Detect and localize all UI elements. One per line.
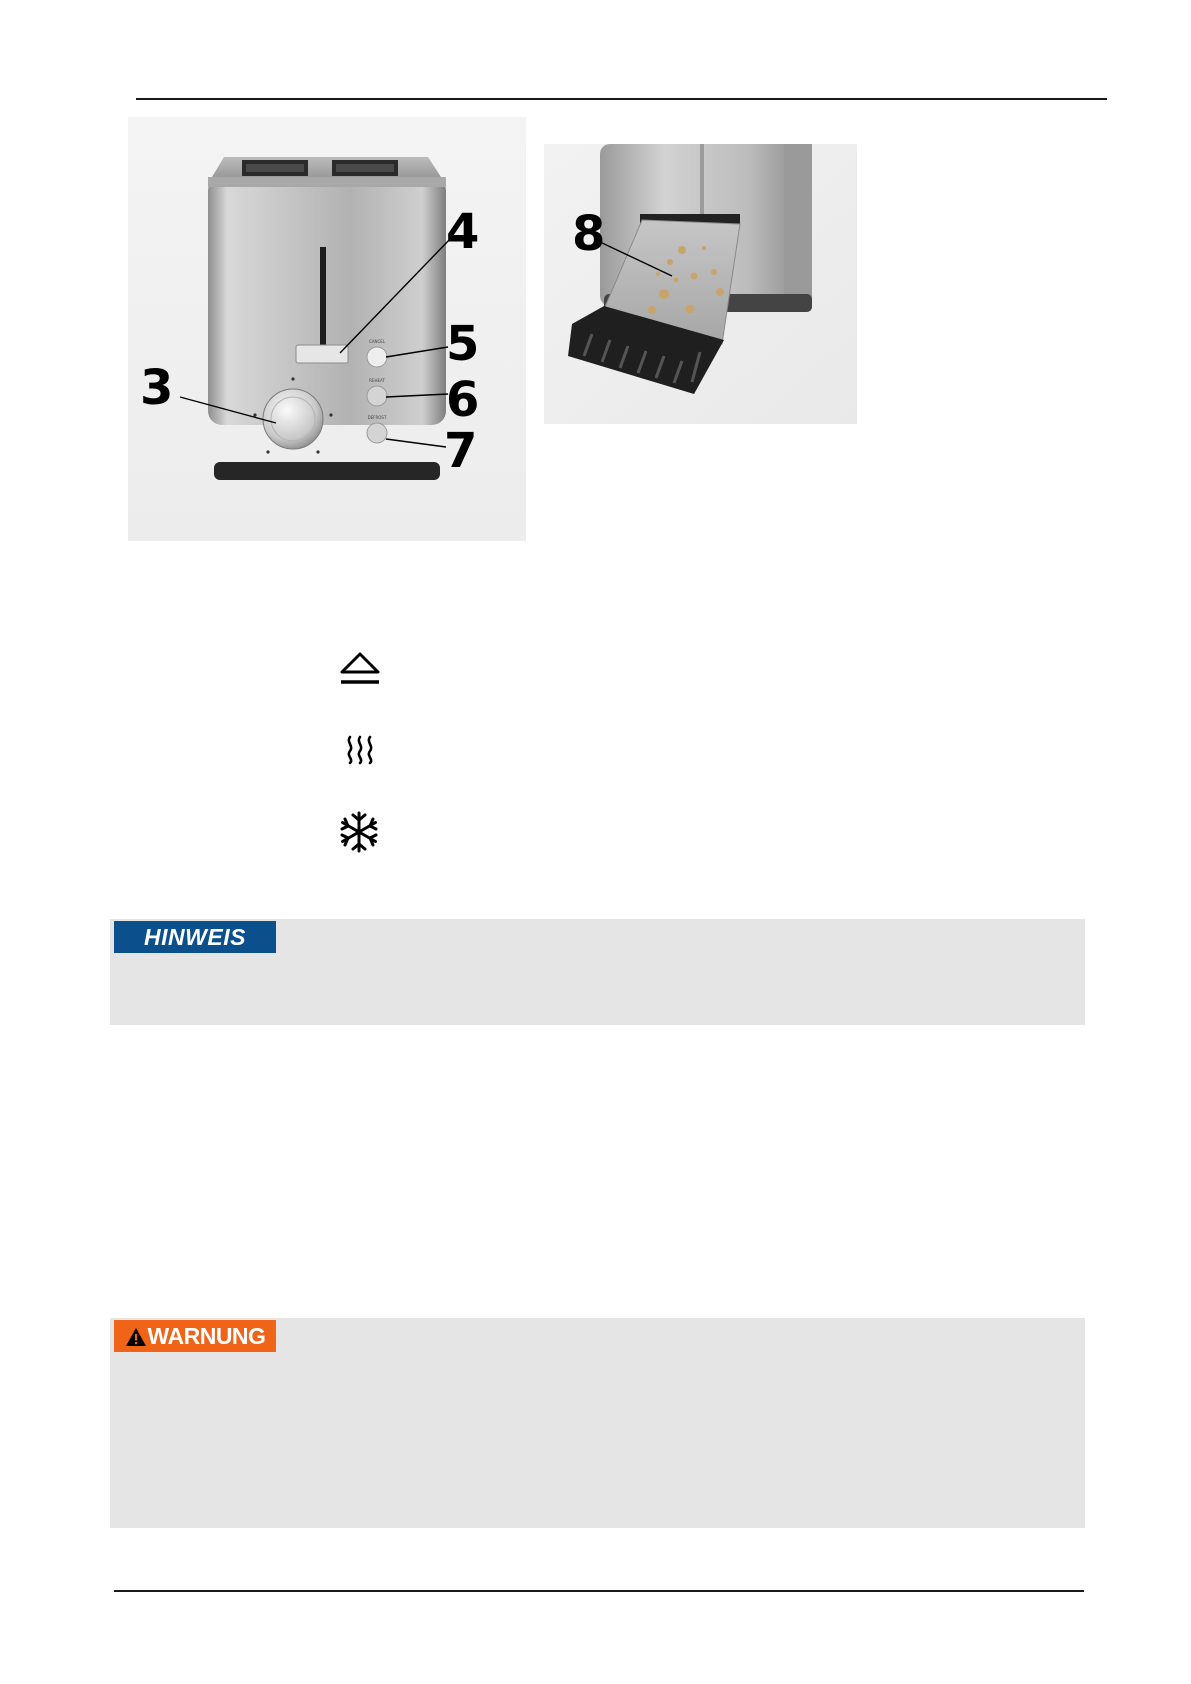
callout-4: 4 bbox=[446, 204, 480, 260]
callout-5: 5 bbox=[446, 316, 480, 372]
header-rule bbox=[136, 98, 1107, 100]
warnung-notice bbox=[110, 1318, 1085, 1528]
callout-7: 7 bbox=[444, 423, 478, 479]
warning-triangle-icon bbox=[125, 1327, 147, 1347]
hinweis-notice bbox=[110, 919, 1085, 1025]
eject-icon bbox=[338, 651, 382, 692]
warnung-label: WARNUNG bbox=[147, 1323, 266, 1349]
callout-3: 3 bbox=[140, 360, 174, 416]
svg-text:REHEAT: REHEAT bbox=[369, 378, 385, 383]
reheat-icon bbox=[343, 735, 377, 770]
crumb-tray-photo bbox=[544, 144, 857, 424]
warnung-label-box bbox=[114, 1320, 276, 1352]
defrost-icon bbox=[337, 810, 381, 859]
callout-6: 6 bbox=[446, 372, 480, 428]
callout-8: 8 bbox=[572, 206, 606, 262]
hinweis-label: HINWEIS bbox=[114, 921, 276, 953]
toaster-front-photo bbox=[128, 117, 526, 541]
svg-text:DEFROST: DEFROST bbox=[367, 415, 387, 420]
svg-text:CANCEL: CANCEL bbox=[368, 339, 386, 344]
footer-rule bbox=[114, 1590, 1084, 1592]
